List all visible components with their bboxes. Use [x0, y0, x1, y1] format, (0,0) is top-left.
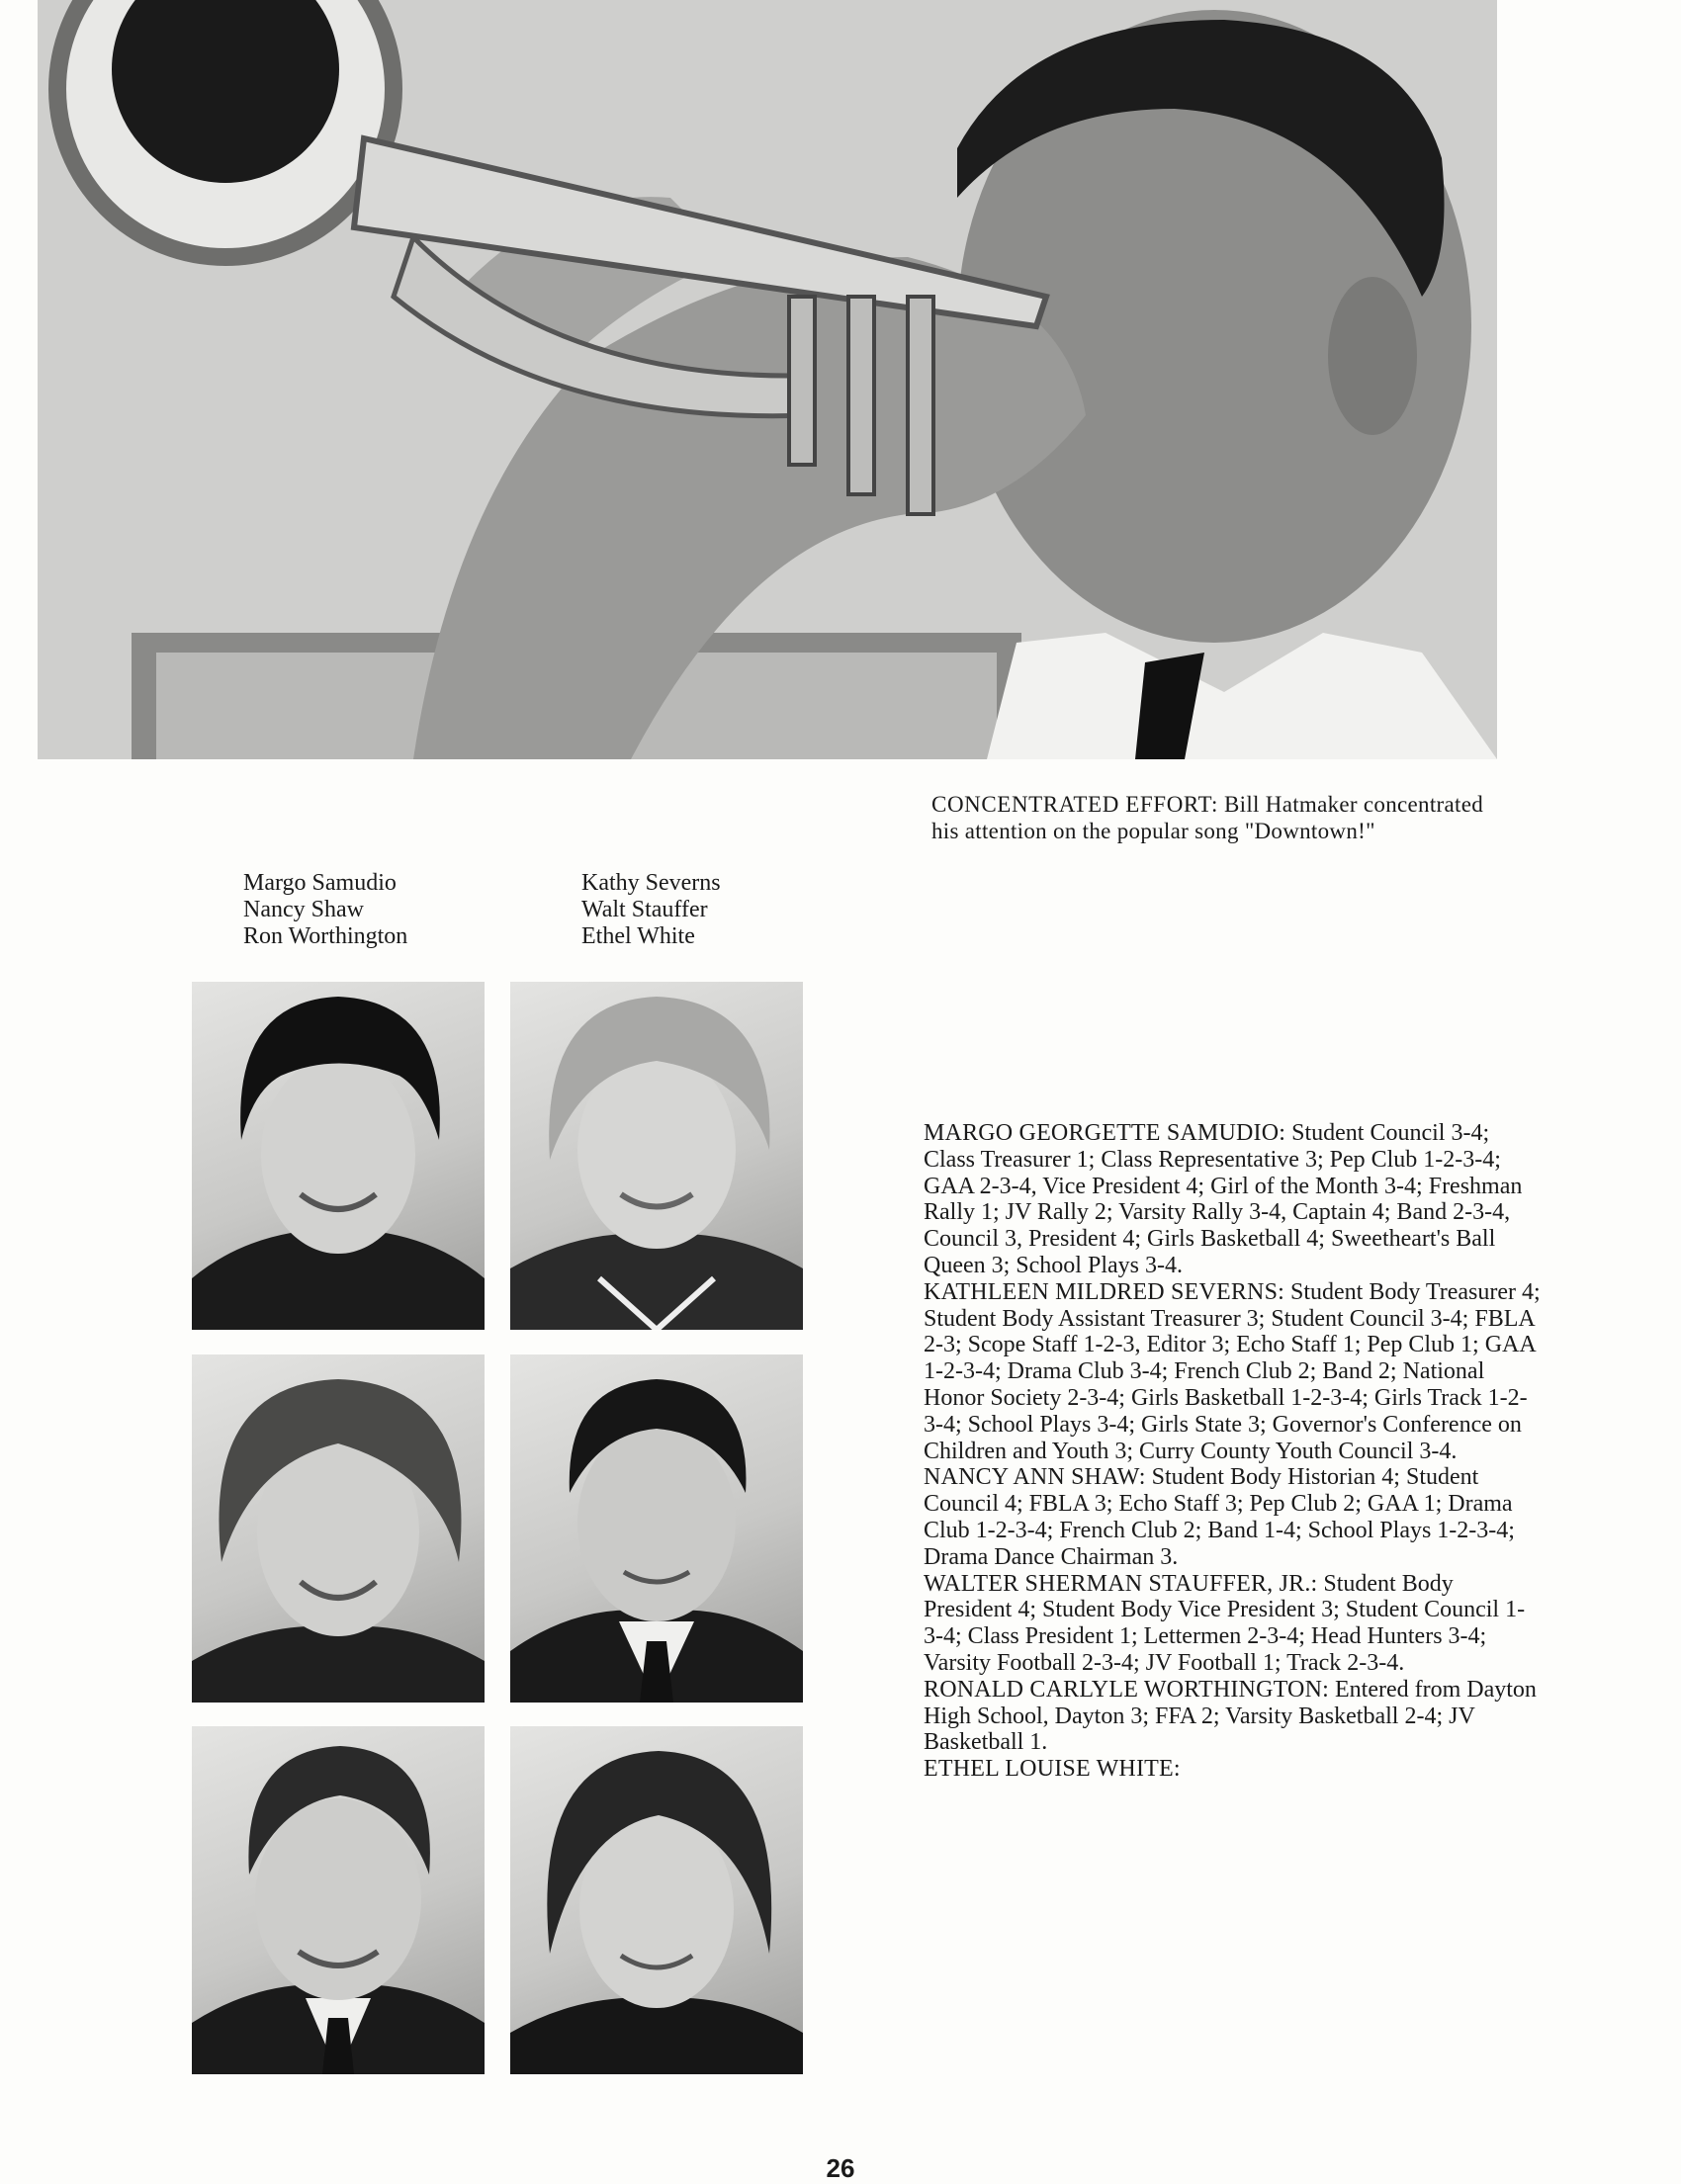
name-entry: Margo Samudio [243, 870, 397, 896]
portrait-ron-worthington [192, 1726, 485, 2074]
name-entry: Kathy Severns [581, 870, 721, 896]
bio-entry [924, 1279, 1542, 1465]
caption-text: Bill Hatmaker concentrated his attention on the popular song "Downtown!" [931, 792, 1483, 843]
page-number: 26 [826, 2153, 855, 2183]
name-entry: Ron Worthington [243, 923, 408, 949]
bio-text: Student Body Treasurer 4; Student Body Assistant Treasurer 3; Student Council 3-4; FBLA 2-3; Scope Staff 1-2-3, Editor 3; Echo Staff 1; Pep Club 1; GAA 1-2-3-4; Drama Club 3-4; French Club 2; Band 2; National Honor Society 2-3-4; Girls Basketball 1-2-3-4; Girls Track 1-2-3-4; School Plays 3-4; Girls State 3; Governor's Conference on Children and Youth 3; Curry County Youth Council 3-4. [924, 1278, 1541, 1464]
bio-name: KATHLEEN MILDRED SEVERNS: [924, 1278, 1284, 1305]
bio-text: Student Council 3-4; Class Treasurer 1; Class Representative 3; Pep Club 1-2-3-4; GAA 2-3-4, Vice President 4; Girl of the Month 3-4; Freshman Rally 1; JV Rally 2; Varsity Rally 3-4, Captain 4; Band 2-3-4, Council 3, President 4; Girls Basketball 4; Sweetheart's Ball Queen 3; School Plays 3-4. [924, 1120, 1523, 1278]
bio-entry [924, 1571, 1542, 1677]
portrait-ethel-white [510, 1726, 803, 2074]
portrait-walt-stauffer [510, 1354, 803, 1703]
name-entry: Walt Stauffer [581, 897, 708, 922]
portrait-kathy-severns [510, 982, 803, 1330]
bio-text: Student Body President 4; Student Body Vice President 3; Student Council 1-3-4; Class President 1; Lettermen 2-3-4; Head Hunters 3-4; Varsity Football 2-3-4; JV Football 1; Track 2-3-4. [924, 1570, 1526, 1676]
bio-text: Student Body Historian 4; Student Council 4; FBLA 3; Echo Staff 3; Pep Club 2; GAA 1; Drama Club 1-2-3-4; French Club 2; Band 1-4; School Plays 1-2-3-4; Drama Dance Chairman 3. [924, 1464, 1515, 1570]
bio-entry [924, 1464, 1542, 1570]
portrait-margo-samudio [192, 982, 485, 1330]
trumpet-player-photo [38, 0, 1497, 759]
bio-name: NANCY ANN SHAW: [924, 1464, 1146, 1491]
bio-name: RONALD CARLYLE WORTHINGTON: [924, 1676, 1329, 1703]
portrait-nancy-shaw [192, 1354, 485, 1703]
name-entry: Nancy Shaw [243, 897, 364, 922]
bio-entry [924, 1756, 1542, 1783]
trumpet-photo-drawing [38, 0, 1497, 759]
bio-name: ETHEL LOUISE WHITE: [924, 1756, 1181, 1783]
caption-heading: CONCENTRATED EFFORT: [931, 792, 1218, 817]
name-entry: Ethel White [581, 923, 695, 949]
bio-entry [924, 1120, 1542, 1279]
bio-entry [924, 1677, 1542, 1756]
senior-biographies [924, 1120, 1542, 1783]
bio-name: MARGO GEORGETTE SAMUDIO: [924, 1120, 1286, 1146]
bio-text: Entered from Dayton High School, Dayton 3; FFA 2; Varsity Basketball 2-4; JV Basketball 1. [924, 1676, 1537, 1756]
name-column-left [243, 870, 530, 950]
bio-name: WALTER SHERMAN STAUFFER, JR.: [924, 1570, 1318, 1597]
photo-caption [931, 791, 1505, 844]
name-column-right [581, 870, 868, 950]
